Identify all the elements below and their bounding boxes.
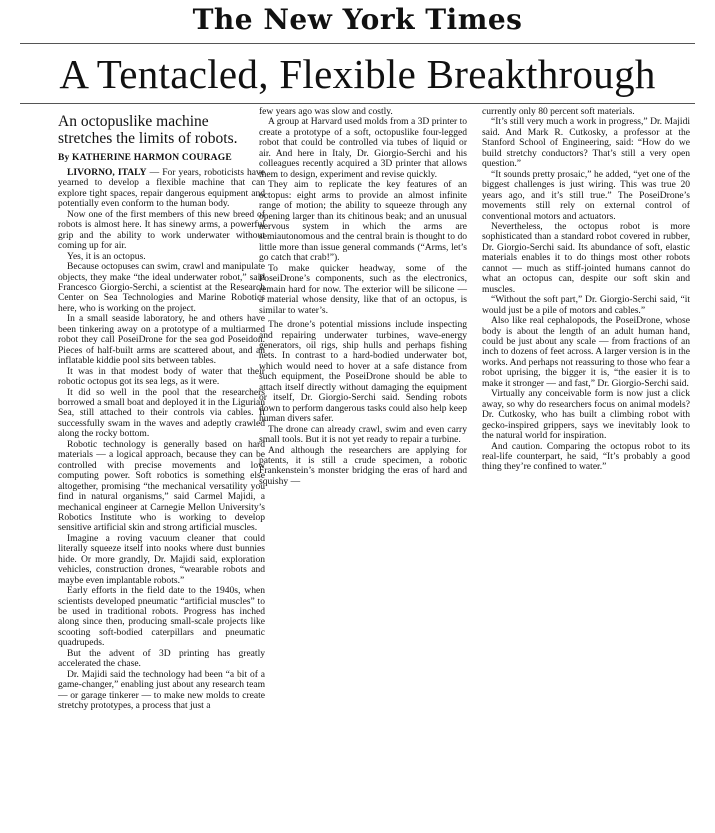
- dateline: LIVORNO, ITALY: [67, 167, 147, 178]
- paragraph: Early efforts in the field date to the 1940s, when scientists developed pneumatic “artificial muscles” to be used in traditional robots. Progress has inched along since then, producing small-scale projects like scooting soft-bodied caterpillars and pneumatic quadrupeds.: [58, 585, 265, 649]
- article-column-3: [482, 107, 690, 473]
- headline-rule: [20, 103, 695, 104]
- paragraph: The drone’s potential missions include inspecting and repairing underwater turbines, wave-energy generators, oil rigs, ship hulls and perhaps fishing nets. In contrast to a hard-bodied underwater bot, which would need to hover at a safe distance from such equipment, the PoseiDrone should be able to attach itself directly without damaging the equipment or itself, Dr. Giorgio-Serchi said. Sending robots down to perform dangerous tasks could also help keep human divers safer.: [259, 319, 467, 425]
- byline: By KATHERINE HARMON COURAGE: [58, 153, 232, 163]
- article-column-2: [259, 107, 467, 487]
- masthead-rule: [20, 43, 695, 44]
- headline: A Tentacled, Flexible Breakthrough: [59, 51, 656, 97]
- paragraph: The drone can already crawl, swim and even carry small tools. But it is not yet ready to repair a turbine.: [259, 423, 467, 446]
- paragraph: few years ago was slow and costly.: [259, 106, 393, 117]
- paragraph: A group at Harvard used molds from a 3D printer to create a prototype of a soft, octopuslike four-legged robot that could be controlled via tubes of liquid or air. And here in Italy, Dr. Giorgio-Serchi and his colleagues recently acquired a 3D printer that allows them to design, experiment and revise quickly.: [259, 116, 467, 180]
- paragraph: They aim to replicate the key features of an octopus: eight arms to provide an almost infinite range of motion; the ability to squeeze through any opening larger than its chitinous beak; and an unusual nervous system in which the arms are semiautonomous and the central brain is thought to do little more than issue general commands (“Arms, let’s go catch that crab!”).: [259, 179, 467, 264]
- paragraph: “It’s still very much a work in progress,” Dr. Majidi said. And Mark R. Cutkosky, a professor at the Stanford School of Engineering, said: “How do we build stretchy conductors? That’s still a very open question.”: [482, 116, 690, 170]
- paragraph: Imagine a roving vacuum cleaner that could literally squeeze itself into nooks where dust bunnies hide. Or more grandly, Dr. Majidi said, exploration vehicles, construction drones, “wearable robots and maybe even implantable robots.”: [58, 532, 265, 586]
- article-column-1: [58, 168, 265, 712]
- masthead-logo: The New York Times: [192, 3, 523, 36]
- paragraph: Now one of the first members of this new breed of robots is almost here. It has sinewy arms, a powerful grip and the ability to work underwater without coming up for air.: [58, 208, 265, 252]
- paragraph: Yes, it is an octopus.: [67, 250, 146, 262]
- paragraph: Virtually any conceivable form is now just a click away, so why do researchers focus on animal models? Dr. Cutkosky, who has built a climbing robot with gecko-inspired grippers, says we inevitably look to the natural world for inspiration.: [482, 388, 690, 442]
- paragraph: In a small seaside laboratory, he and others have been tinkering away on a prototype of a multiarmed robot they call PoseiDrone for the sea god Poseidon. Pieces of half-built arms are scattered about, and an inflatable kiddie pool sits between tables.: [58, 313, 265, 367]
- paragraph: Dr. Majidi said the technology had been “a bit of a game-changer,” enabling just about any research team — or garage tinkerer — to make new molds to create stretchy prototypes, a process that just a: [58, 668, 265, 712]
- paragraph: currently only 80 percent soft materials.: [482, 106, 635, 117]
- paragraph: And although the researchers are applying for patents, it is still a crude specimen, a robotic Frankenstein’s monster bridging the eras of hard and squishy —: [259, 444, 467, 487]
- paragraph: But the advent of 3D printing has greatly accelerated the chase.: [58, 647, 265, 670]
- paragraph: Robotic technology is generally based on hard materials — a logical approach, because they can be controlled with precise movements and low computing power. Soft robotics is something else altogether, promising “the mechanical versatility you find in natural organisms,” said Carmel Majidi, a mechanical engineer at Carnegie Mellon University’s Robotics Institute who is working to develop sensitive artificial skin and strong artificial muscles.: [58, 438, 265, 534]
- paragraph: To make quicker headway, some of the PoseiDrone’s components, such as the electronics, remain hard for now. The exterior will be silicone — a material whose density, like that of an octopus, is similar to water’s.: [259, 262, 467, 316]
- paragraph: Nevertheless, the octopus robot is more sophisticated than a standard robot covered in rubber, Dr. Giorgio-Serchi said. Its abundance of soft, elastic materials enables it to do things most other robots cannot — much as stiff-jointed humans cannot do what an octopus can, despite our soft skin and muscles.: [482, 220, 690, 295]
- paragraph: “Without the soft part,” Dr. Giorgio-Serchi said, “it would just be a pile of motors and cables.”: [482, 294, 690, 316]
- paragraph: It did so well in the pool that the researchers borrowed a small boat and deployed it in the Ligurian Sea, still attached to their controls via cables. It successfully swam in the waves and adeptly crawled along the rocky bottom.: [58, 386, 265, 440]
- paragraph: [58, 168, 265, 210]
- paragraph: It was in that modest body of water that their robotic octopus got its sea legs, as it were.: [58, 365, 265, 388]
- paragraph: “It sounds pretty prosaic,” he added, “yet one of the biggest challenges is just wiring. This was true 20 years ago, and it’s still true.” The PoseiDrone’s movements still rely on external control of conventional motors and actuators.: [482, 168, 690, 222]
- paragraph: And caution. Comparing the octopus robot to its real-life counterpart, he said, “It’s probably a good thing they’re confined to water.”: [482, 440, 690, 473]
- paragraph: Because octopuses can swim, crawl and manipulate objects, they make “the ideal underwater robot,” said Francesco Giorgio-Serchi, a scientist at the Research Center on Sea Technologies and Marine Robotics here, who is working on the project.: [58, 261, 265, 314]
- paragraph-text: — For years, roboticists have yearned to develop a flexible machine that can explore tight spaces, repair dangerous equipment and potentially even conform to the human body.: [58, 167, 266, 210]
- deck: An octopuslike machine stretches the limits of robots.: [58, 113, 238, 147]
- paragraph: Also like real cephalopods, the PoseiDrone, whose body is about the length of an adult human hand, could be just about any scale — from fractions of an inch to dozens of feet across. A larger version is in the works. And perhaps not reassuring to those who fear a robot uprising, the bigger it is, “the easier it is to make it stronger — and fast,” Dr. Giorgio-Serchi said.: [482, 315, 690, 389]
